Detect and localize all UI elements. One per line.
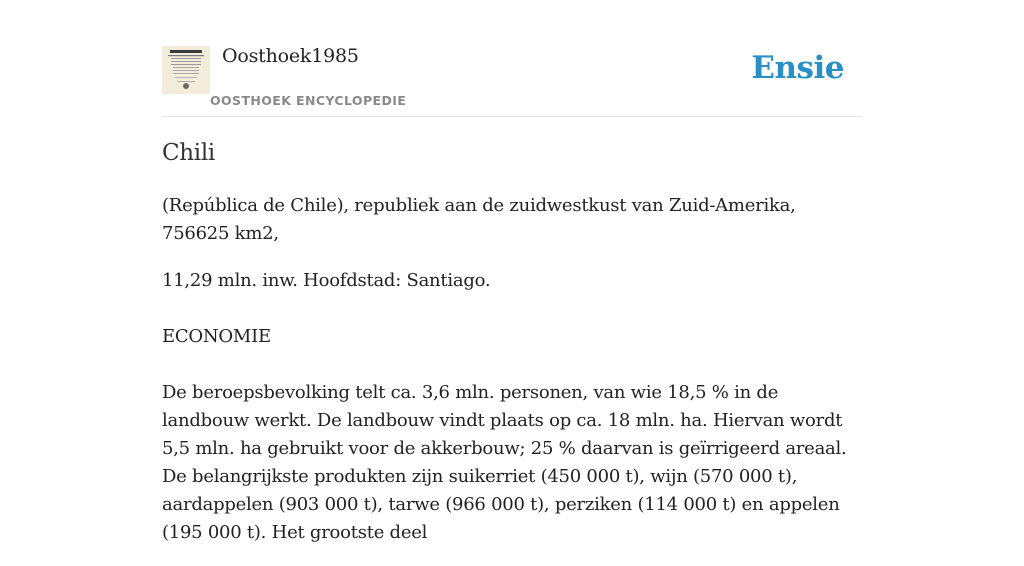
paragraph: (República de Chile), republiek aan de zuidwestkust van Zuid-Amerika, 756625 km2, — [162, 195, 796, 244]
brand-logo-link[interactable]: Ensie — [751, 50, 844, 86]
paragraph: 11,29 mln. inw. Hoofdstad: Santiago. — [162, 270, 491, 291]
avatar[interactable] — [162, 46, 210, 94]
source-label[interactable]: OOSTHOEK ENCYCLOPEDIE — [210, 93, 407, 108]
book-cover-icon — [162, 46, 210, 94]
article-header — [162, 0, 862, 117]
section-heading: ECONOMIE — [162, 326, 271, 347]
page-container — [162, 0, 862, 543]
author-link[interactable]: Oosthoek1985 — [222, 45, 359, 67]
article-title: Chili — [162, 140, 215, 166]
article-body — [162, 192, 862, 566]
paragraph: De beroepsbevolking telt ca. 3,6 mln. personen, van wie 18,5 % in de landbouw werkt. De landbouw vindt plaats op ca. 18 mln. ha. Hiervan wordt 5,5 mln. ha gebruikt voor de akkerbouw; 25 % daarvan is geïrrigeerd areaal. De belangrijkste produkten zijn suikerriet (450 000 t), wijn (570 000 t), aardappelen (903 000 t), tarwe (966 000 t), perziken (114 000 t) en appelen (195 000 t). Het grootste deel — [162, 382, 847, 543]
